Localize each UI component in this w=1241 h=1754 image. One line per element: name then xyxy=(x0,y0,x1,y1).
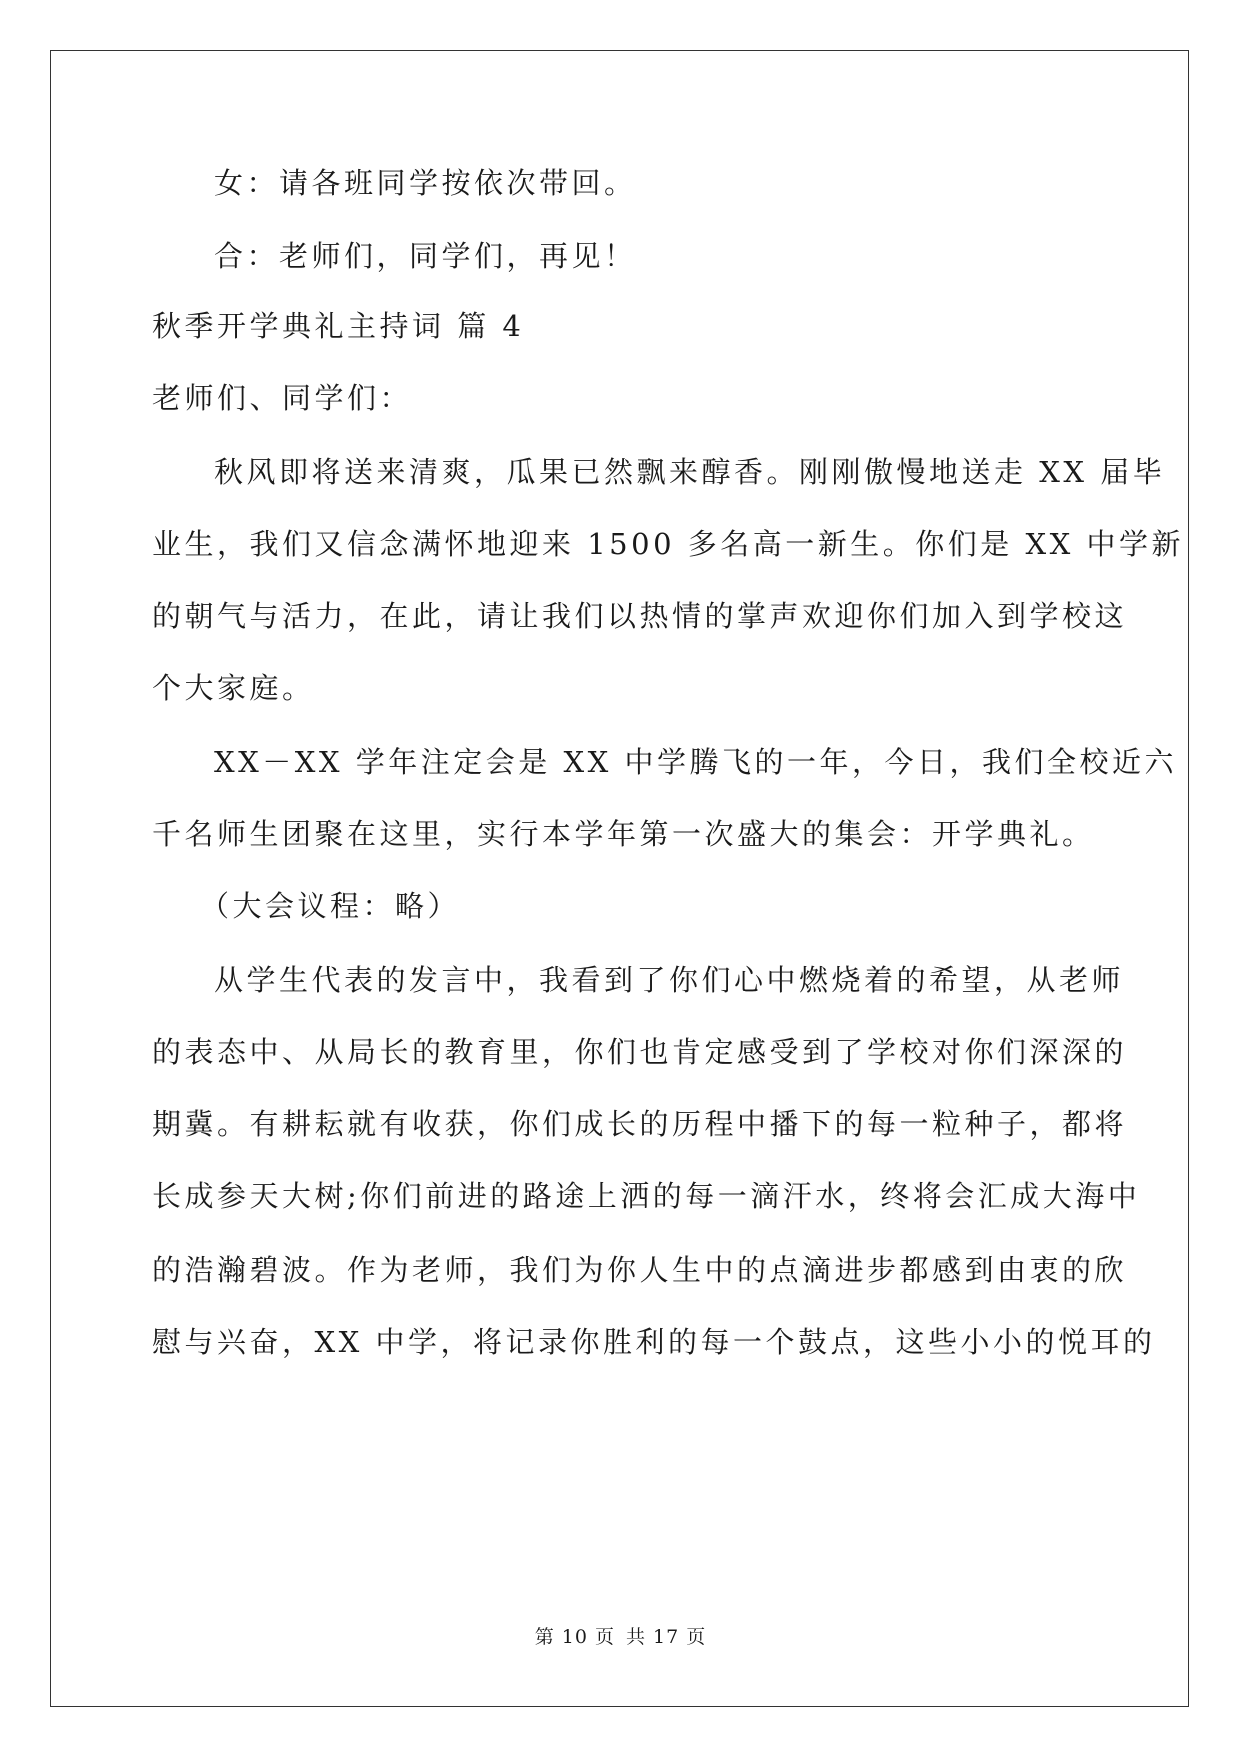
paragraph-line: 长成参天大树;你们前进的路途上洒的每一滴汗水，终将会汇成大海中 xyxy=(152,1179,1141,1213)
paragraph-line: 的表态中、从局长的教育里，你们也肯定感受到了学校对你们深深的 xyxy=(152,1035,1128,1069)
section-heading: 秋季开学典礼主持词 篇 4 xyxy=(152,309,525,343)
paragraph-line: 个大家庭。 xyxy=(152,671,315,705)
dialogue-line-together: 合：老师们，同学们，再见！ xyxy=(214,239,637,273)
paragraph-line: 业生，我们又信念满怀地迎来 1500 多名高一新生。你们是 XX 中学新 xyxy=(152,527,1184,561)
agenda-note: （大会议程：略） xyxy=(200,889,461,923)
dialogue-line-female: 女：请各班同学按依次带回。 xyxy=(214,166,637,200)
paragraph-line: 从学生代表的发言中，我看到了你们心中燃烧着的希望，从老师 xyxy=(214,963,1125,997)
paragraph-line: 的浩瀚碧波。作为老师，我们为你人生中的点滴进步都感到由衷的欣 xyxy=(152,1253,1128,1287)
page-number: 第 10 页 xyxy=(534,1626,615,1648)
paragraph-line: 慰与兴奋，XX 中学，将记录你胜利的每一个鼓点，这些小小的悦耳的 xyxy=(152,1325,1156,1359)
paragraph-line: 的朝气与活力，在此，请让我们以热情的掌声欢迎你们加入到学校这 xyxy=(152,599,1128,633)
paragraph-line: 期冀。有耕耘就有收获，你们成长的历程中播下的每一粒种子，都将 xyxy=(152,1107,1128,1141)
paragraph-line: 千名师生团聚在这里，实行本学年第一次盛大的集会：开学典礼。 xyxy=(152,817,1095,851)
paragraph-line: 秋风即将送来清爽，瓜果已然飘来醇香。刚刚傲慢地送走 XX 届毕 xyxy=(214,455,1166,489)
page-border xyxy=(50,50,1189,1707)
paragraph-line: XX－XX 学年注定会是 XX 中学腾飞的一年，今日，我们全校近六 xyxy=(214,745,1178,779)
page-total: 共 17 页 xyxy=(626,1626,707,1648)
salutation: 老师们、同学们： xyxy=(152,381,413,415)
page-footer xyxy=(0,1622,1241,1649)
